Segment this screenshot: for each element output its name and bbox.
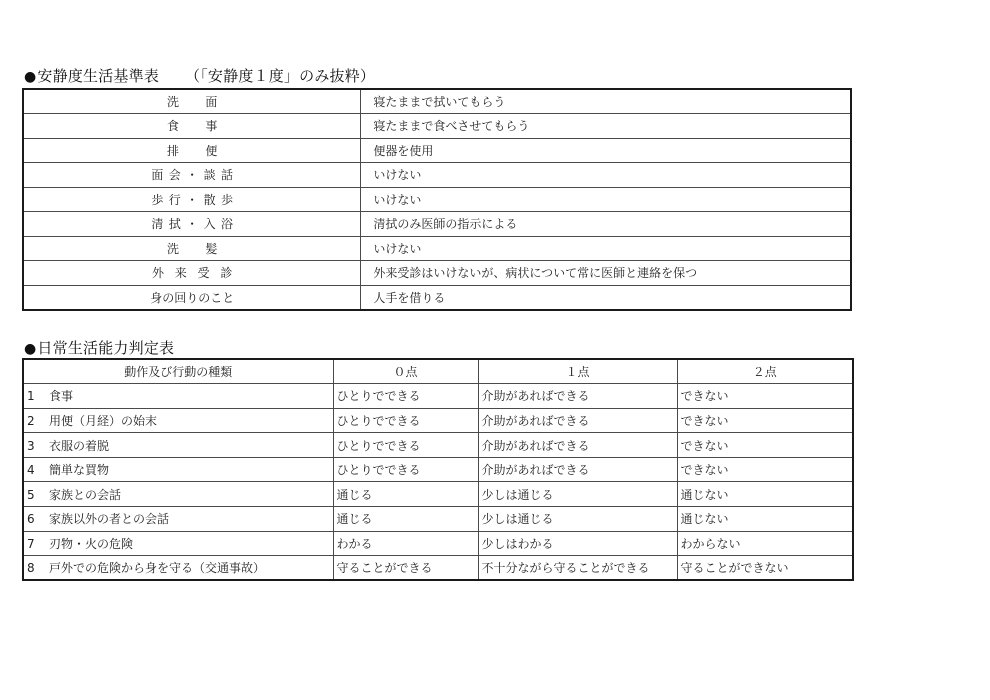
score-0-cell: ひとりでできる <box>333 408 478 433</box>
action-label: 簡単な買物 <box>49 463 110 478</box>
table-row <box>23 408 853 433</box>
score-1-cell: 介助があればできる <box>478 384 677 409</box>
bullet-icon: ● <box>24 69 37 85</box>
desc-cell: 人手を借りる <box>361 285 851 310</box>
desc-cell: 寝たままで食べさせてもらう <box>361 114 851 139</box>
desc-cell: いけない <box>361 187 851 212</box>
row-number: 1 <box>27 389 35 404</box>
table-row <box>23 433 853 458</box>
table-row <box>23 285 851 310</box>
action-label: 刃物・火の危険 <box>49 536 134 551</box>
action-cell <box>23 507 333 532</box>
table-row <box>23 507 853 532</box>
score-1-cell: 少しは通じる <box>478 507 677 532</box>
row-number: 4 <box>27 463 35 478</box>
item-cell: 洗面 <box>23 89 361 114</box>
row-number: 7 <box>27 536 35 551</box>
score-1-cell: 介助があればできる <box>478 408 677 433</box>
table-row <box>23 531 853 556</box>
action-label: 食事 <box>49 389 74 404</box>
action-label: 衣服の着脱 <box>49 438 110 453</box>
column-header-action: 動作及び行動の種類 <box>23 359 333 384</box>
row-number: 3 <box>27 438 35 453</box>
table-row <box>23 114 851 139</box>
table-row <box>23 163 851 188</box>
action-cell <box>23 482 333 507</box>
score-1-cell: 少しは通じる <box>478 482 677 507</box>
action-cell <box>23 408 333 433</box>
table-row <box>23 236 851 261</box>
action-cell <box>23 556 333 581</box>
score-2-cell: できない <box>677 433 853 458</box>
score-2-cell: わからない <box>677 531 853 556</box>
daily-living-ability-table <box>22 358 854 581</box>
table-row <box>23 212 851 237</box>
table-row <box>23 482 853 507</box>
row-number: 2 <box>27 413 35 428</box>
row-number: 8 <box>27 561 35 576</box>
table-row <box>23 556 853 581</box>
score-2-cell: 守ることができない <box>677 556 853 581</box>
desc-cell: いけない <box>361 163 851 188</box>
desc-cell: 清拭のみ医師の指示による <box>361 212 851 237</box>
table-row <box>23 89 851 114</box>
section1-heading <box>24 67 375 86</box>
score-0-cell: わかる <box>333 531 478 556</box>
table-row <box>23 138 851 163</box>
action-cell <box>23 433 333 458</box>
score-0-cell: ひとりでできる <box>333 384 478 409</box>
action-label: 用便（月経）の始末 <box>49 413 158 428</box>
section1-title: 安静度生活基準表 <box>37 67 160 85</box>
table-header-row <box>23 359 853 384</box>
item-cell: 身の回りのこと <box>23 285 361 310</box>
row-number: 6 <box>27 512 35 527</box>
column-header-score-0: ０点 <box>333 359 478 384</box>
section1-subtitle: （「安静度１度」のみ抜粋） <box>185 67 376 85</box>
item-cell: 歩行・散歩 <box>23 187 361 212</box>
score-1-cell: 不十分ながら守ることができる <box>478 556 677 581</box>
column-header-score-1: １点 <box>478 359 677 384</box>
table-row <box>23 384 853 409</box>
table-row <box>23 457 853 482</box>
action-label: 家族との会話 <box>49 487 122 502</box>
item-cell: 排便 <box>23 138 361 163</box>
score-0-cell: 守ることができる <box>333 556 478 581</box>
score-2-cell: できない <box>677 457 853 482</box>
action-label: 家族以外の者との会話 <box>49 512 170 527</box>
score-0-cell: 通じる <box>333 482 478 507</box>
row-number: 5 <box>27 487 35 502</box>
bullet-icon: ● <box>24 341 37 357</box>
item-cell: 外来受診 <box>23 261 361 286</box>
desc-cell: 寝たままで拭いてもらう <box>361 89 851 114</box>
table-row <box>23 261 851 286</box>
action-cell <box>23 457 333 482</box>
section2-heading <box>24 339 174 358</box>
desc-cell: いけない <box>361 236 851 261</box>
score-2-cell: 通じない <box>677 507 853 532</box>
desc-cell: 外来受診はいけないが、病状について常に医師と連絡を保つ <box>361 261 851 286</box>
desc-cell: 便器を使用 <box>361 138 851 163</box>
section2-title: 日常生活能力判定表 <box>37 339 175 357</box>
rest-level-table <box>22 88 852 311</box>
score-0-cell: 通じる <box>333 507 478 532</box>
action-cell <box>23 384 333 409</box>
score-1-cell: 介助があればできる <box>478 433 677 458</box>
score-2-cell: できない <box>677 408 853 433</box>
action-cell <box>23 531 333 556</box>
score-2-cell: できない <box>677 384 853 409</box>
table-row <box>23 187 851 212</box>
column-header-score-2: ２点 <box>677 359 853 384</box>
item-cell: 洗髪 <box>23 236 361 261</box>
score-0-cell: ひとりでできる <box>333 433 478 458</box>
score-2-cell: 通じない <box>677 482 853 507</box>
score-1-cell: 介助があればできる <box>478 457 677 482</box>
score-1-cell: 少しはわかる <box>478 531 677 556</box>
action-label: 戸外での危険から身を守る（交通事故） <box>49 561 266 576</box>
item-cell: 清拭・入浴 <box>23 212 361 237</box>
item-cell: 面会・談話 <box>23 163 361 188</box>
score-0-cell: ひとりでできる <box>333 457 478 482</box>
item-cell: 食事 <box>23 114 361 139</box>
